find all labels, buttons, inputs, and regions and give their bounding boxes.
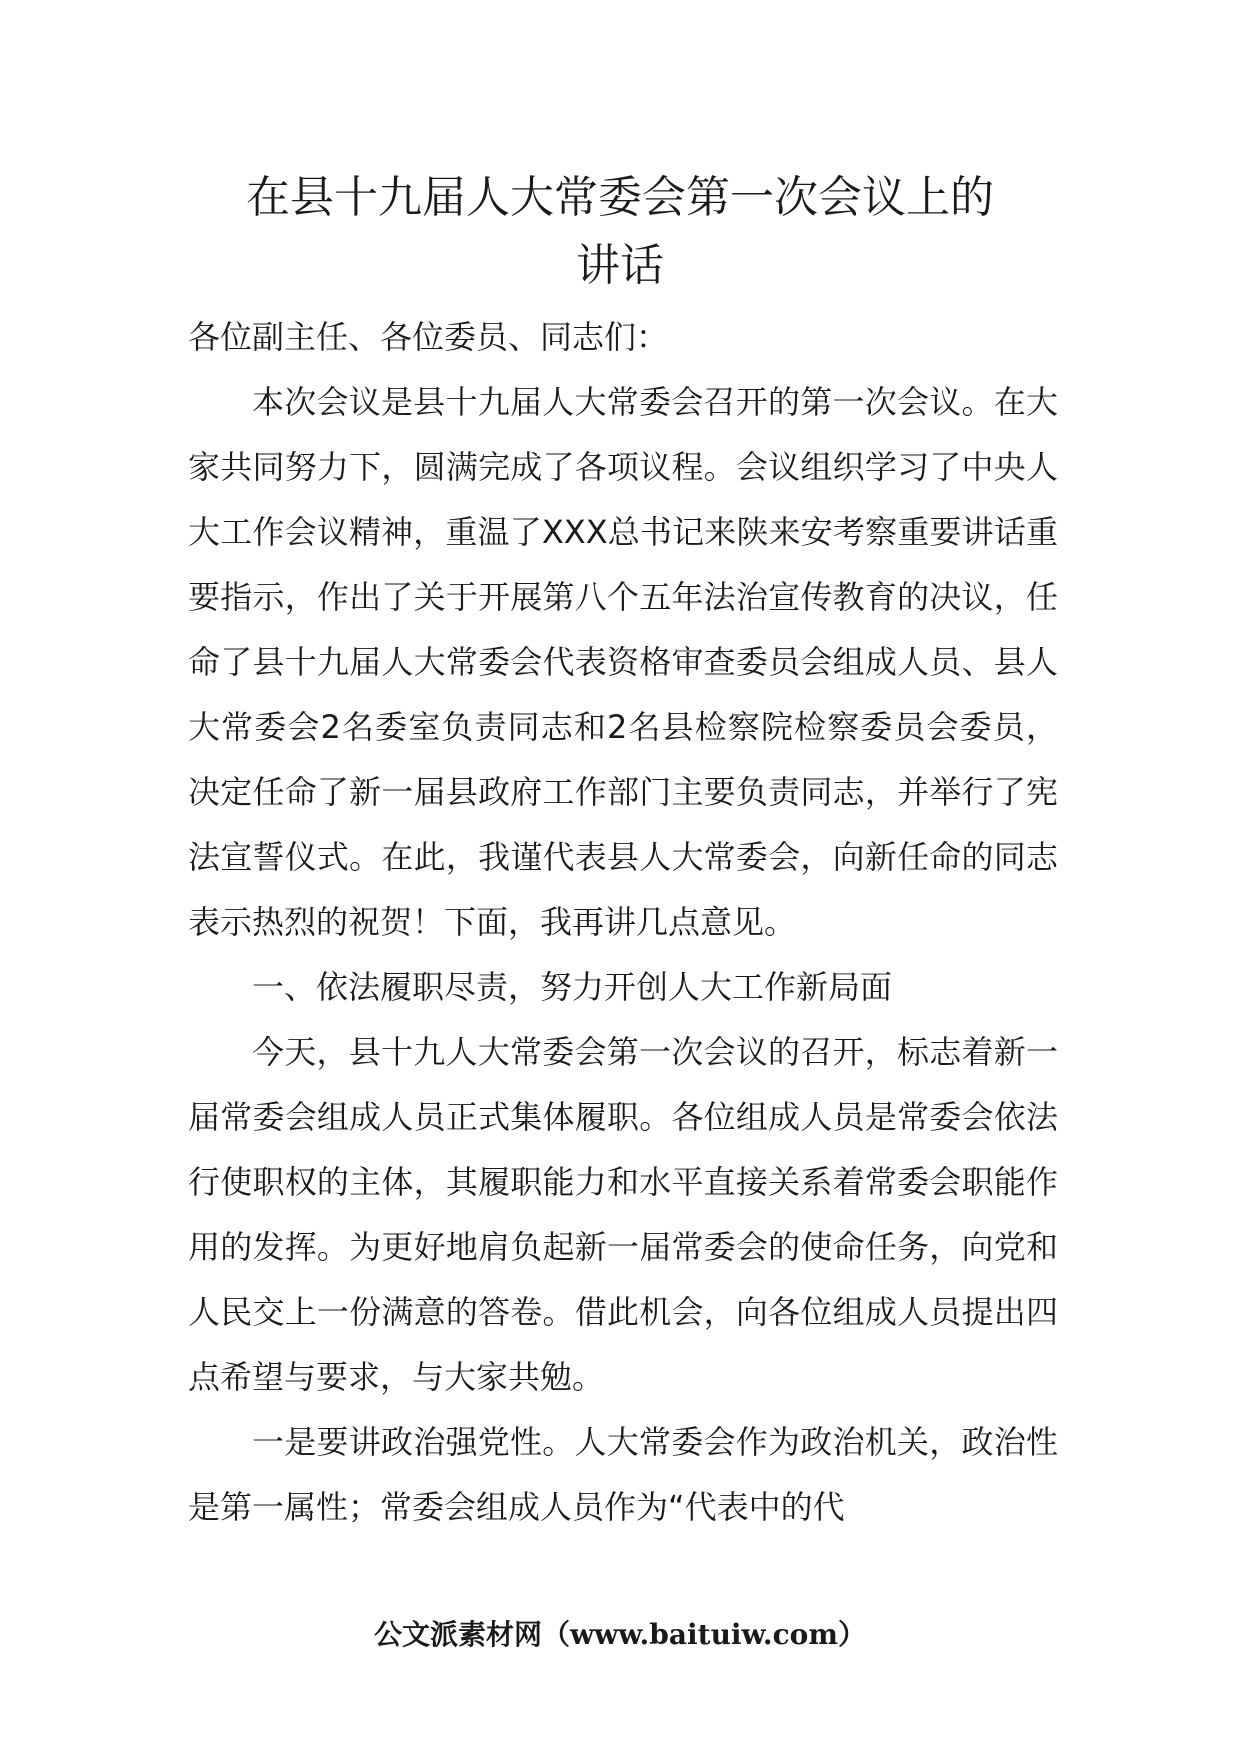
paragraph-intro: 本次会议是县十九届人大常委会召开的第一次会议。在大家共同努力下，圆满完成了各项议程。会议组织学习了中央人大工作会议精神，重温了XXX总书记来陕来安考察重要讲话重要指示，作出了关于开展第八个五年法治宣传教育的决议，任命了县十九届人大常委会代表资格审查委员会组成人员、县人大常委会2名委室负责同志和2名县检察院检察委员会委员，决定任命了新一届县政府工作部门主要负责同志，并举行了宪法宣誓仪式。在此，我谨代表县人大常委会，向新任命的同志表示热烈的祝贺！下面，我再讲几点意见。 bbox=[188, 383, 1058, 941]
section-heading-1: 一、依法履职尽责，努力开创人大工作新局面 bbox=[252, 968, 893, 1006]
paragraph-section-1: 今天，县十九人大常委会第一次会议的召开，标志着新一届常委会组成人员正式集体履职。各位组成人员是常委会依法行使职权的主体，其履职能力和水平直接关系着常委会职能作用的发挥。为更好地肩负起新一届常委会的使命任务，向党和人民交上一份满意的答卷。借此机会，向各位组成人员提出四点希望与要求，与大家共勉。 bbox=[188, 1033, 1058, 1396]
salutation: 各位副主任、各位委员、同志们： bbox=[188, 318, 669, 356]
document-title-line-1: 在县十九届人大常委会第一次会议上的 bbox=[246, 172, 994, 223]
document-title-line-2: 讲话 bbox=[576, 240, 664, 291]
paragraph-point-1: 一是要讲政治强党性。人大常委会作为政治机关，政治性是第一属性；常委会组成人员作为“代表中的代 bbox=[188, 1423, 1058, 1526]
footer-watermark-text: 公文派素材网（www.baituiw.com） bbox=[374, 1618, 866, 1651]
document-body bbox=[188, 305, 1058, 1540]
